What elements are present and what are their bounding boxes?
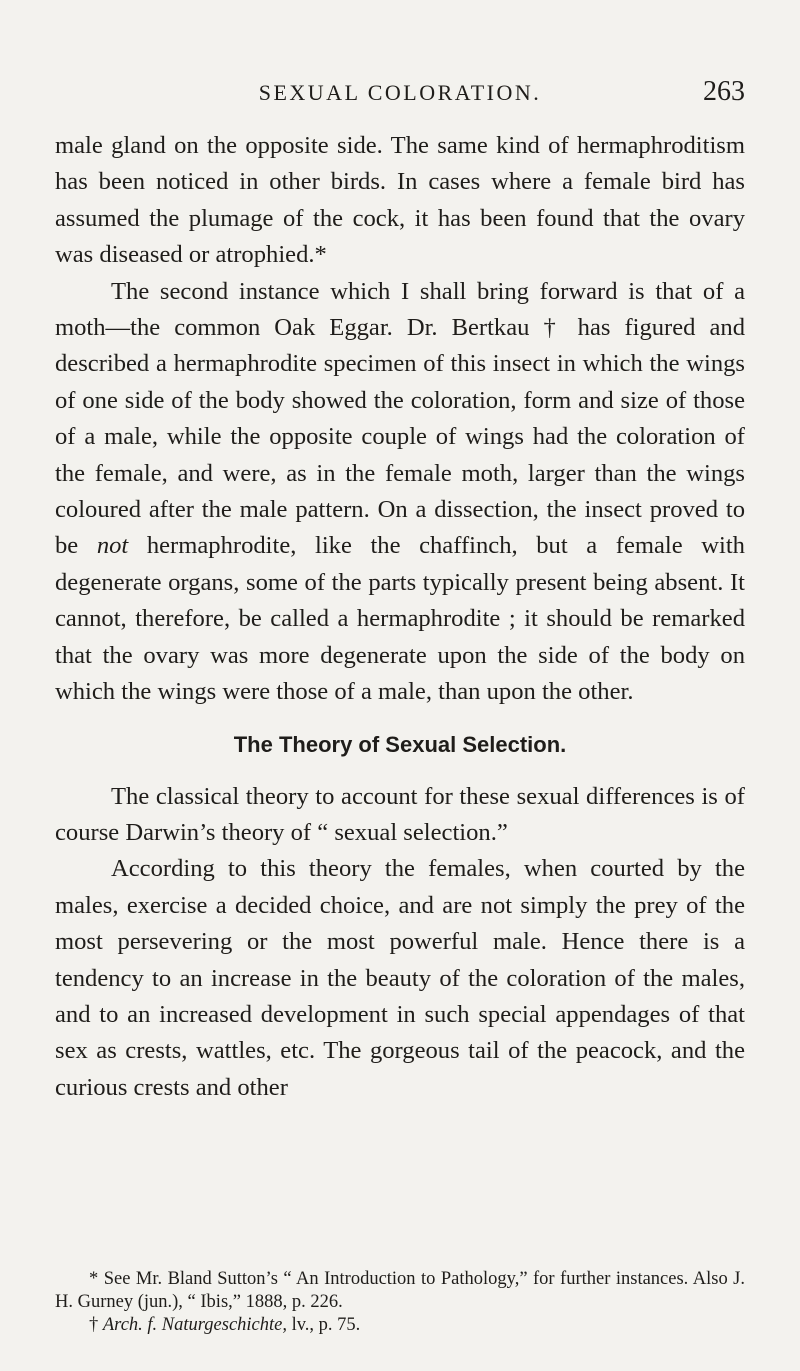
footnote-2-mark: † [89, 1315, 103, 1335]
footnote-2-rest: lv., p. 75. [286, 1315, 361, 1335]
paragraph-2-part-b: hermaphrodite, like the chaffinch, but a female with degenerate organs, some of the parts typically present being absent. It cannot, therefore, be called a hermaphrodite ; it should be remarked that the ovary was more degenerate upon the side of the body on which the wings were those of a male, than upon the other. [55, 532, 745, 706]
footnote-2 [55, 1314, 745, 1337]
emphasis-not: not [96, 532, 129, 560]
section-heading: The Theory of Sexual Selection. [233, 731, 567, 757]
running-head [55, 78, 745, 112]
footnote-1: * See Mr. Bland Sutton’s “ An Introduction to Pathology,” for further instances. Also J. H. Gurney (jun.), “ Ibis,” 1888, p. 226. [55, 1269, 745, 1312]
body-text [55, 128, 745, 1106]
paragraph-4: According to this theory the females, when courted by the males, exercise a decided choice, and are not simply the prey of the most persevering or the most powerful male. Hence there is a tendency to an increase in the beauty of the coloration of the males, and to an increased development in such special appendages of that sex as crests, wattles, etc. The gorgeous tail of the peacock, and the curious crests and other [55, 855, 745, 1101]
paragraph-3: The classical theory to account for these sexual differences is of course Darwin’s theory of “ sexual selection.” [55, 782, 745, 846]
page-number: 263 [703, 76, 745, 107]
paragraph-2-part-a: The second instance which I shall bring forward is that of a moth—the common Oak Eggar. Dr. Bertkau † has figured and described a hermaphrodite specimen of this insect in which the wings of one side of the body showed the coloration, form and size of those of a male, while the opposite couple of wings had the coloration of the female, and were, as in the female moth, larger than the wings coloured after the male pattern. On a dissection, the insect proved to be [55, 277, 745, 560]
paragraph-2 [55, 274, 745, 711]
paragraph-1: male gland on the opposite side. The same kind of hermaphroditism has been noticed in other birds. In cases where a female bird has assumed the plumage of the cock, it has been found that the ovary was diseased or atrophied.* [55, 132, 745, 269]
running-title: SEXUAL COLORATION. [258, 80, 542, 105]
footnote-2-title: Arch. f. Naturgeschichte, [102, 1315, 287, 1335]
footnotes [55, 1268, 745, 1337]
